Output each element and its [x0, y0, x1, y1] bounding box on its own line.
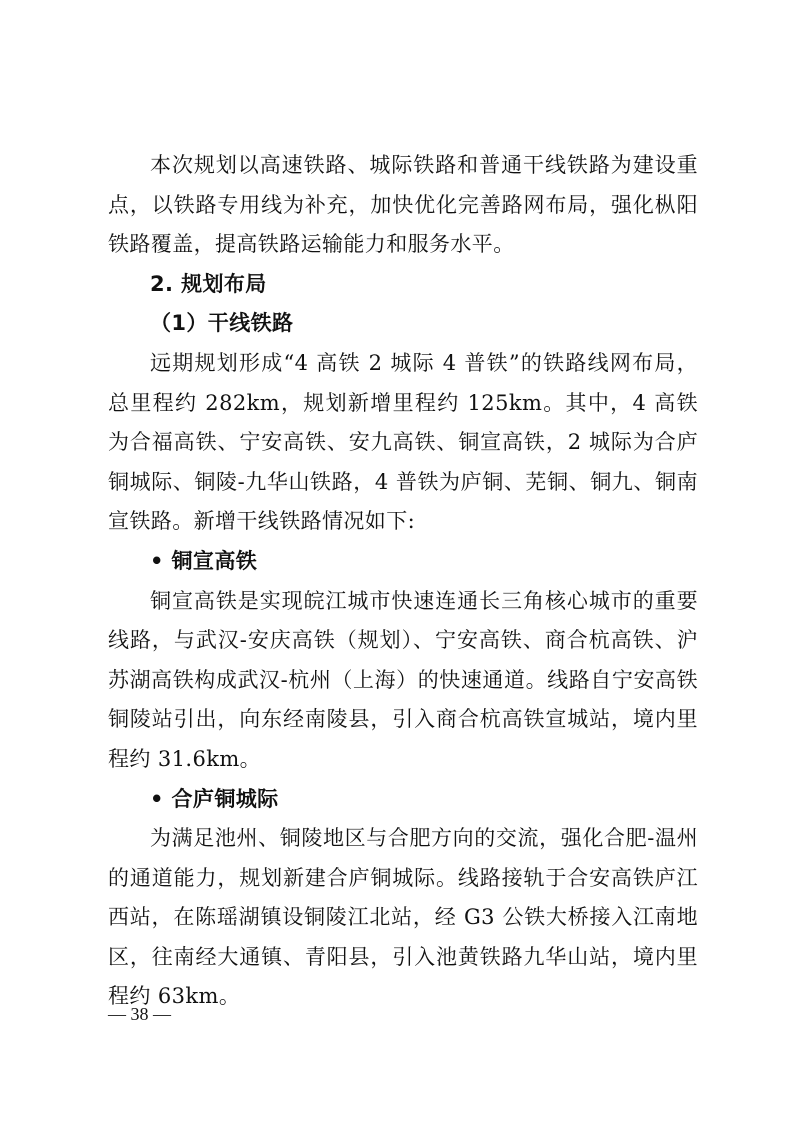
- subsection-heading-trunk-railway: （1）干线铁路: [150, 311, 294, 336]
- bullet-heading-tongxuan: • 铜宣高铁: [150, 548, 258, 573]
- page-number: — 38 —: [108, 1004, 171, 1024]
- bullet-heading-heluton: • 合庐铜城际: [150, 786, 279, 811]
- trunk-railway-paragraph: 远期规划形成“4 高铁 2 城际 4 普铁”的铁路线网布局，总里程约 282km，规划新增里程约 125km。其中，4 高铁为合福高铁、宁安高铁、安九高铁、铜宣高铁，2 城际为合庐铜城际、铜陵-九华山铁路，4 普铁为庐铜、芜铜、铜九、铜南宣铁路。新增干线铁路情况如下:: [108, 350, 698, 534]
- heluton-paragraph: 为满足池州、铜陵地区与合肥方向的交流，强化合肥-温州的通道能力，规划新建合庐铜城际。线路接轨于合安高铁庐江西站，在陈瑶湖镇设铜陵江北站，经 G3 公铁大桥接入江南地区，往南经大通镇、青阳县，引入池黄铁路九华山站，境内里程约 63km。: [108, 826, 698, 1009]
- intro-paragraph: 本次规划以高速铁路、城际铁路和普通干线铁路为建设重点，以铁路专用线为补充，加快优化完善路网布局，强化枞阳铁路覆盖，提高铁路运输能力和服务水平。: [108, 153, 698, 257]
- section-heading-planning-layout: 2. 规划布局: [150, 271, 267, 296]
- document-body: [108, 146, 698, 1017]
- tongxuan-paragraph: 铜宣高铁是实现皖江城市快速连通长三角核心城市的重要线路，与武汉-安庆高铁（规划）、宁安高铁、商合杭高铁、沪苏湖高铁构成武汉-杭州（上海）的快速通道。线路自宁安高铁铜陵站引出，向东经南陵县，引入商合杭高铁宣城站，境内里程约 31.6km。: [108, 588, 698, 771]
